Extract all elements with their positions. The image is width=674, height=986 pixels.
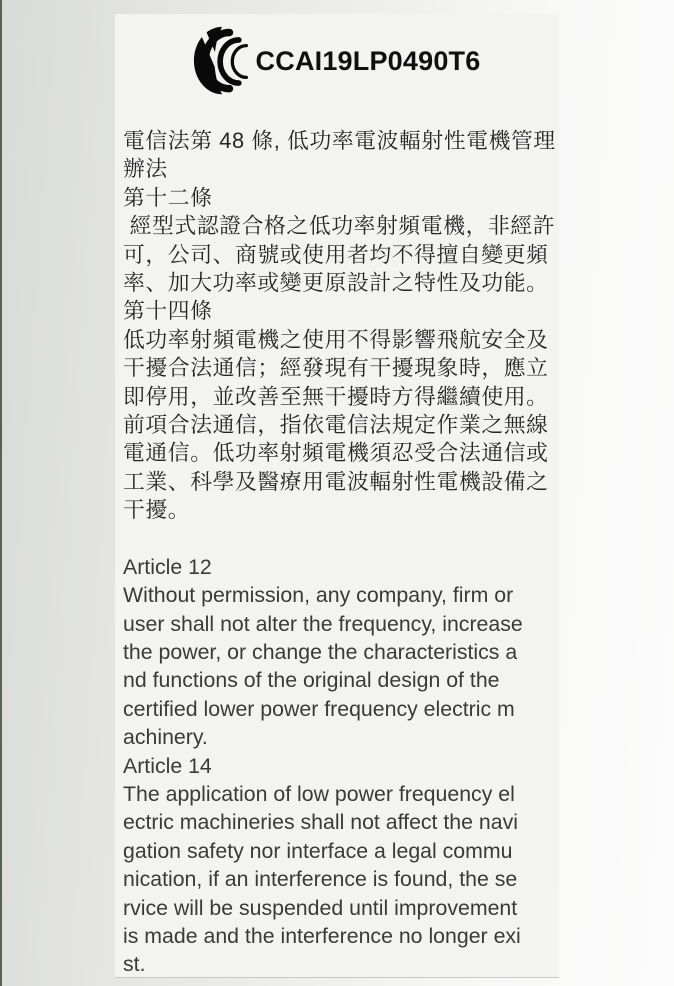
text-line: ectric machineries shall not affect the navi — [123, 810, 518, 835]
text-line: is made and the interference no longer exi — [123, 923, 521, 948]
text-line: 辦法 — [123, 156, 168, 182]
text-line: certified lower power frequency electric m — [123, 696, 515, 721]
text-line: the power, or change the characteristics a — [123, 640, 518, 665]
left-edge-shadow — [0, 0, 2, 986]
text-line: 電信法第 48 條, 低功率電波輻射性電機管理 — [123, 128, 556, 153]
text-line: rvice will be suspended until improvement — [123, 895, 518, 920]
text-line: achinery. — [123, 725, 208, 750]
text-line: nd functions of the original design of the — [123, 668, 500, 693]
english-regulation-text — [123, 553, 549, 978]
text-line: gation safety nor interface a legal commu — [123, 838, 513, 863]
text-line: 電通信。低功率射頻電機須忍受合法通信或 — [123, 440, 549, 466]
text-line: Article 12 — [123, 554, 212, 579]
text-line: 前項合法通信，指依電信法規定作業之無線 — [123, 411, 549, 437]
text-line: st. — [123, 952, 146, 977]
certification-label-panel — [115, 14, 559, 978]
text-line: 低功率射頻電機之使用不得影響飛航安全及 — [123, 326, 549, 352]
text-line: The application of low power frequency el — [123, 781, 515, 806]
text-line: 干擾合法通信；經發現有干擾現象時，應立 — [123, 355, 549, 381]
chinese-regulation-text — [123, 127, 556, 524]
text-line: 即停用，並改善至無干擾時方得繼續使用。 — [123, 383, 549, 409]
text-line: 干擾。 — [123, 497, 191, 523]
text-line: nication, if an interference is found, the se — [123, 867, 518, 892]
certification-header — [123, 24, 549, 98]
text-line: 可，公司、商號或使用者均不得擅自變更頻 — [123, 241, 549, 267]
ncc-wave-logo-icon — [192, 25, 252, 98]
text-line: Without permission, any company, firm or — [123, 583, 514, 608]
text-line: user shall not alter the frequency, increase — [123, 611, 523, 636]
text-line: Article 14 — [123, 753, 212, 778]
text-line: 第十二條 — [123, 184, 213, 210]
text-line: 第十四條 — [123, 298, 213, 324]
text-line: 率、加大功率或變更原設計之特性及功能。 — [123, 269, 549, 295]
text-line: 經型式認證合格之低功率射頻電機，非經許 — [123, 213, 556, 239]
text-line: 工業、科學及醫療用電波輻射性電機設備之 — [123, 468, 549, 494]
certification-code: CCAI19LP0490T6 — [255, 45, 481, 76]
